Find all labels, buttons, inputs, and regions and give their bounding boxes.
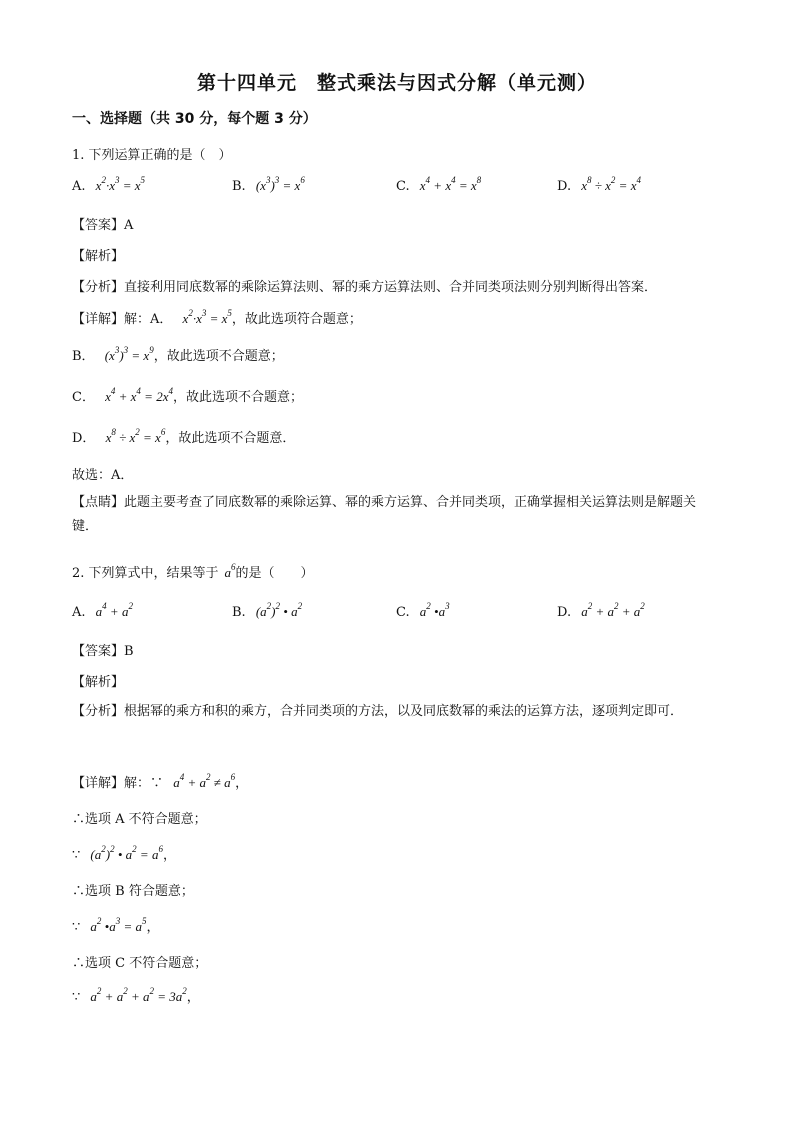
page-title: 第十四单元 整式乘法与因式分解（单元测） (196, 72, 597, 94)
q2-fenxi (72, 700, 722, 724)
section-heading: 一、选择题（共 30 分，每个题 3 分） (72, 111, 317, 127)
q2-detail: 【详解】解：∵ $a^4 + a^2 \ne a^6$， (72, 772, 249, 791)
q1-comment-tag: 【点睛】 (72, 495, 125, 510)
q1-fenxi-tag: 【分析】 (72, 280, 125, 295)
q2-analysis-tag: 【解析】 (72, 675, 125, 690)
q1-answer-value: A (124, 218, 134, 233)
q2-detail-b: ∵ $(a^2)^2$ • $a^2 = a^6$， (72, 844, 176, 863)
q1-option-d-label: D. (557, 179, 572, 194)
q1-detail-d-expr: $x^8 \div x^2 = x^6$ (105, 427, 166, 445)
q2-detail-d: ∵ $a^2 + a^2 + a^2 = 3a^2$， (72, 986, 200, 1005)
q1-answer (72, 214, 133, 233)
q1-choose: 故选：A． (72, 468, 134, 483)
q2-detail-b-expr: $(a^2)^2$ • $a^2 = a^6$ (90, 844, 163, 862)
q1-option-a-expr: $x^2\cdot x^3 = x^5$ (95, 175, 146, 193)
q1-answer-tag: 【答案】 (72, 218, 125, 233)
q2-detail-d-expr: $a^2 + a^2 + a^2 = 3a^2$ (90, 986, 187, 1004)
q2-therefore-b: ∴选项 B 符合题意； (72, 884, 194, 899)
q2-detail-c-expr: $a^2$ $•a^3 = a^5$ (90, 916, 147, 934)
q2-answer (72, 640, 134, 659)
q2-option-b (232, 601, 303, 620)
q1-detail-a-expr: $x^2\cdot x^3 = x^5$ (182, 308, 232, 326)
q2-stem-expr: $a^6$ (224, 562, 236, 580)
q2-option-c-label: C. (396, 605, 410, 620)
q1-detail-a-tail: ，故此选项符合题意； (231, 312, 362, 327)
q1-detail-b-expr: $(x^3)^3 = x^9$ (104, 345, 154, 363)
q2-option-d-label: D. (557, 605, 572, 620)
q1-fenxi-text: 直接利用同底数幂的乘除运算法则、幂的乘方运算法则、合并同类项法则分别判断得出答案． (124, 280, 658, 295)
q1-option-c-expr: $x^4 + x^4 = x^8$ (419, 175, 482, 193)
q2-detail-intro: 解： (124, 776, 151, 791)
q2-option-c-expr: $a^2$ $•a^3$ (419, 601, 450, 619)
q1-option-b-label: B. (232, 179, 246, 194)
q1-option-b (232, 175, 305, 194)
q1-option-d-expr: $x^8 \div x^2 = x^4$ (581, 175, 641, 193)
q2-stem (72, 562, 314, 581)
q2-option-a (72, 601, 133, 620)
q2-answer-value: B (124, 644, 134, 659)
q2-detail-a-expr: $a^4 + a^2 \ne a^6$ (173, 772, 236, 790)
q1-detail-c (72, 386, 303, 405)
q2-option-a-label: A. (72, 605, 86, 620)
q2-because-4: ∵ (72, 990, 81, 1005)
q2-option-d (557, 601, 645, 620)
q1-stem: 1. 下列运算正确的是（ ） (72, 148, 232, 163)
q1-detail-c-expr: $x^4 + x^4 = 2x^4$ (105, 386, 173, 404)
q2-option-b-expr: $(a^2)^2$ • $a^2$ (255, 601, 303, 619)
q2-option-d-expr: $a^2 + a^2 + a^2$ (581, 601, 645, 619)
q1-detail-d (72, 427, 295, 446)
q1-comment-text: 此题主要考查了同底数幂的乘除运算、幂的乘方运算、合并同类项，正确掌握相关运算法则是解题关键． (72, 495, 697, 534)
q1-detail-b-tail: ，故此选项不合题意； (153, 349, 284, 364)
q2-because-2: ∵ (72, 848, 81, 863)
q2-because-3: ∵ (72, 920, 81, 935)
q2-answer-tag: 【答案】 (72, 644, 125, 659)
q2-fenxi-text: 根据幂的乘方和积的乘方，合并同类项的方法，以及同底数幂的乘法的运算方法，逐项判定即可． (124, 704, 684, 719)
q1-fenxi (72, 276, 657, 295)
q2-detail-c: ∵ $a^2$ $•a^3 = a^5$， (72, 916, 160, 935)
q1-detail-d-label: D． (72, 431, 96, 446)
q1-detail-c-tail: ，故此选项不合题意； (172, 390, 303, 405)
q2-fenxi-tag: 【分析】 (72, 704, 125, 719)
q2-stem-pre: 2. 下列算式中，结果等于 (72, 566, 219, 581)
q1-detail-b (72, 345, 284, 364)
q1-detail-tag: 【详解】 (72, 312, 125, 327)
q2-therefore-a: ∴选项 A 不符合题意； (72, 812, 207, 827)
q2-detail-tag: 【详解】 (72, 776, 125, 791)
q2-option-b-label: B. (232, 605, 246, 620)
q1-option-a-label: A. (72, 179, 86, 194)
q1-detail-d-tail: ，故此选项不合题意． (165, 431, 296, 446)
q1-detail-a (72, 308, 362, 327)
q2-option-c (396, 601, 450, 620)
q2-because-1: ∵ (150, 776, 164, 791)
q1-option-a (72, 175, 146, 194)
q1-option-b-expr: $(x^3)^3 = x^6$ (255, 175, 305, 193)
q2-stem-post: 的是（ ） (235, 566, 314, 581)
q1-analysis-tag: 【解析】 (72, 249, 125, 264)
q1-option-c (396, 175, 482, 194)
q1-detail-c-label: C． (72, 390, 95, 405)
q1-option-c-label: C. (396, 179, 410, 194)
q1-detail-intro: 解：A． (124, 312, 173, 327)
q2-option-a-expr: $a^4 + a^2$ (95, 601, 133, 619)
q1-comment (72, 491, 722, 539)
q1-option-d (557, 175, 641, 194)
q2-therefore-c: ∴选项 C 不符合题意； (72, 956, 208, 971)
q1-detail-b-label: B． (72, 349, 95, 364)
